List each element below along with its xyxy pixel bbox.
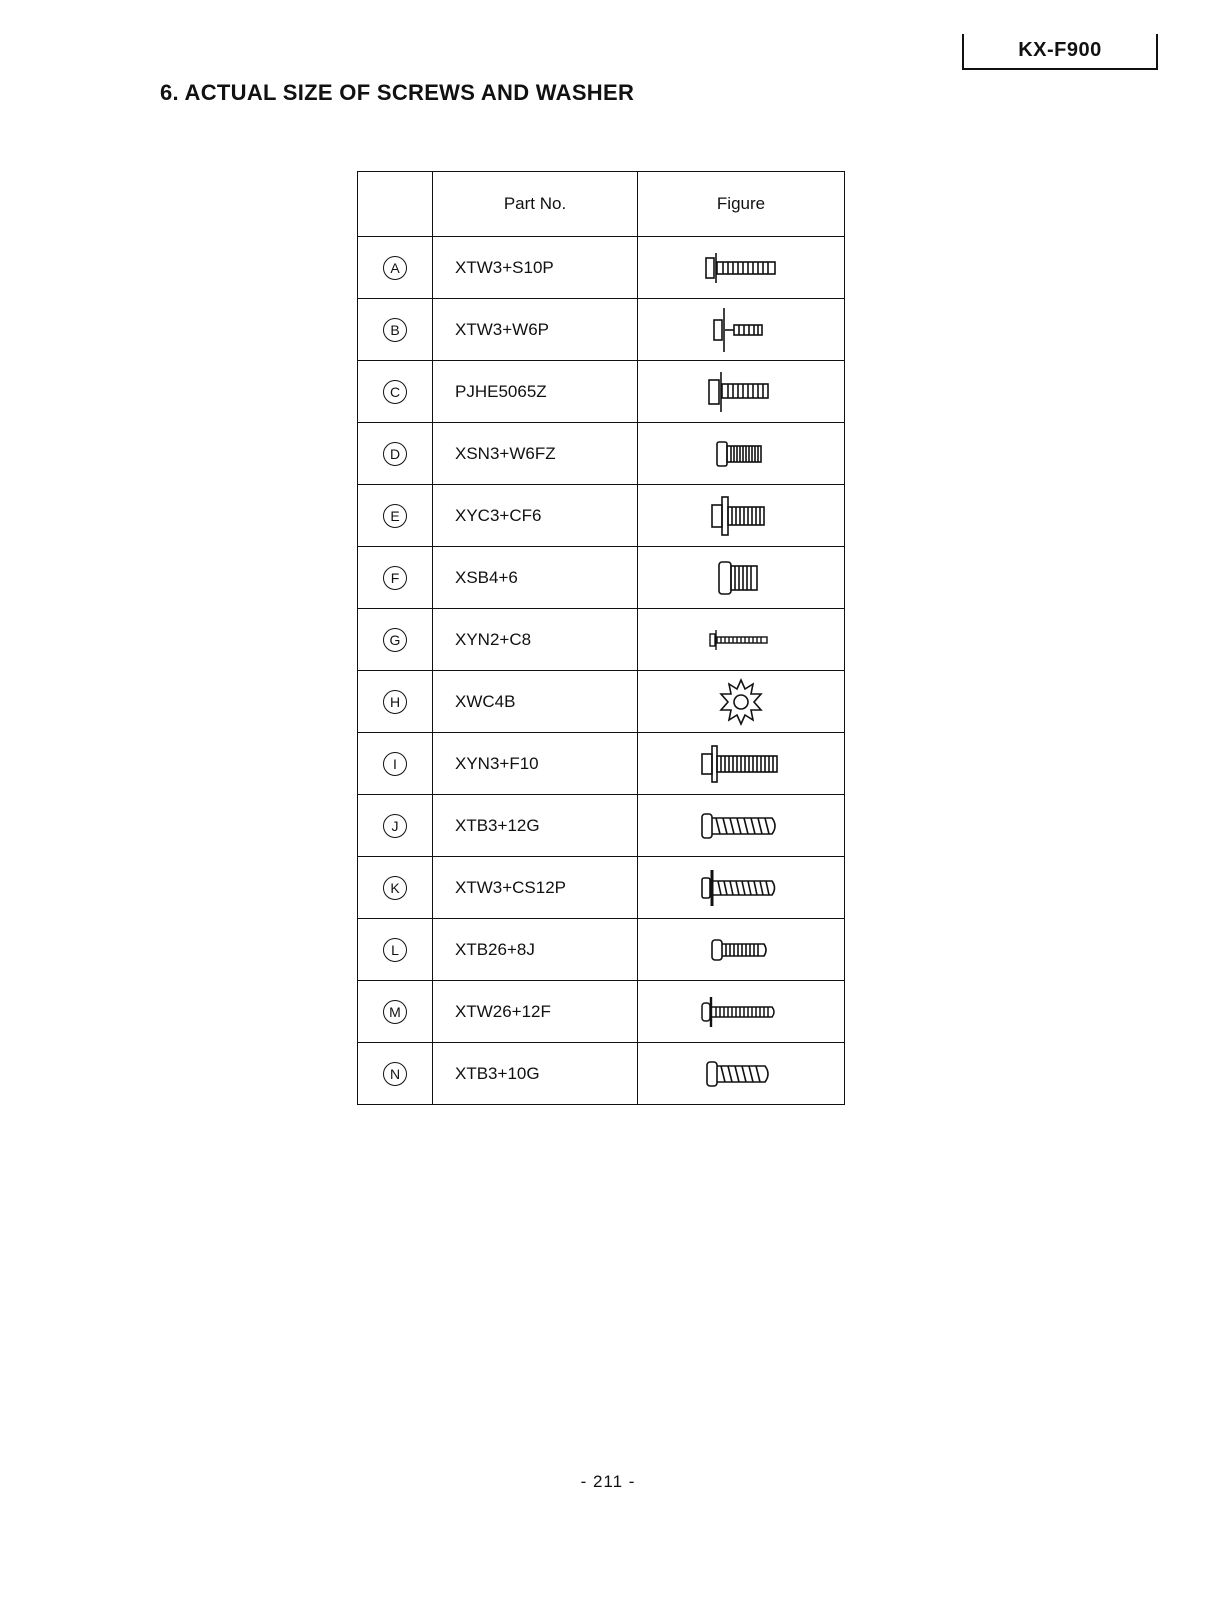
row-mark: J <box>383 814 407 838</box>
washer-toothed-icon <box>638 671 845 733</box>
table-row <box>358 857 845 919</box>
screw-washer-fine-icon <box>638 981 845 1043</box>
table-row <box>358 671 845 733</box>
page-number: - 211 - <box>580 1472 636 1491</box>
row-mark: H <box>383 690 407 714</box>
screw-washer-medium-icon <box>638 361 845 423</box>
part-number: XTB26+8J <box>433 919 638 981</box>
part-number: XTW3+CS12P <box>433 857 638 919</box>
part-number: XYN3+F10 <box>433 733 638 795</box>
row-mark: M <box>383 1000 407 1024</box>
screw-washer-short-icon <box>638 299 845 361</box>
section-title: 6. ACTUAL SIZE OF SCREWS AND WASHER <box>160 80 635 105</box>
screw-small-icon <box>638 609 845 671</box>
screw-flange-long-icon <box>638 733 845 795</box>
part-number: XYN2+C8 <box>433 609 638 671</box>
part-number: XTB3+10G <box>433 1043 638 1105</box>
screw-washer-tapping-icon <box>638 857 845 919</box>
screw-flange-short-icon <box>638 485 845 547</box>
row-mark: I <box>383 752 407 776</box>
model-number-box <box>962 34 1158 70</box>
part-number: XYC3+CF6 <box>433 485 638 547</box>
row-mark: A <box>383 256 407 280</box>
table-row <box>358 981 845 1043</box>
part-number: PJHE5065Z <box>433 361 638 423</box>
row-mark: L <box>383 938 407 962</box>
part-number: XTW3+S10P <box>433 237 638 299</box>
table-row <box>358 733 845 795</box>
row-mark: F <box>383 566 407 590</box>
row-mark: D <box>383 442 407 466</box>
table-row <box>358 361 845 423</box>
screw-washer-long-icon <box>638 237 845 299</box>
row-mark: B <box>383 318 407 342</box>
part-number: XWC4B <box>433 671 638 733</box>
header-figure: Figure <box>638 172 845 237</box>
part-number: XSB4+6 <box>433 547 638 609</box>
table-row <box>358 485 845 547</box>
header-part-no: Part No. <box>433 172 638 237</box>
screw-tapping-medium-icon <box>638 1043 845 1105</box>
part-number: XTW3+W6P <box>433 299 638 361</box>
table-header-row <box>358 172 845 237</box>
screw-stub-icon <box>638 547 845 609</box>
model-number: KX-F900 <box>1018 39 1102 61</box>
part-number: XTW26+12F <box>433 981 638 1043</box>
table-row <box>358 237 845 299</box>
header-mark <box>358 172 433 237</box>
table-row <box>358 547 845 609</box>
table-row <box>358 795 845 857</box>
screw-tapping-long-icon <box>638 795 845 857</box>
table-row <box>358 919 845 981</box>
row-mark: E <box>383 504 407 528</box>
screw-tapping-short-icon <box>638 919 845 981</box>
table-row <box>358 423 845 485</box>
row-mark: K <box>383 876 407 900</box>
row-mark: C <box>383 380 407 404</box>
table-row <box>358 299 845 361</box>
screw-table <box>357 171 845 1105</box>
screw-short-icon <box>638 423 845 485</box>
table-row <box>358 609 845 671</box>
table-row <box>358 1043 845 1105</box>
row-mark: G <box>383 628 407 652</box>
row-mark: N <box>383 1062 407 1086</box>
part-number: XTB3+12G <box>433 795 638 857</box>
part-number: XSN3+W6FZ <box>433 423 638 485</box>
